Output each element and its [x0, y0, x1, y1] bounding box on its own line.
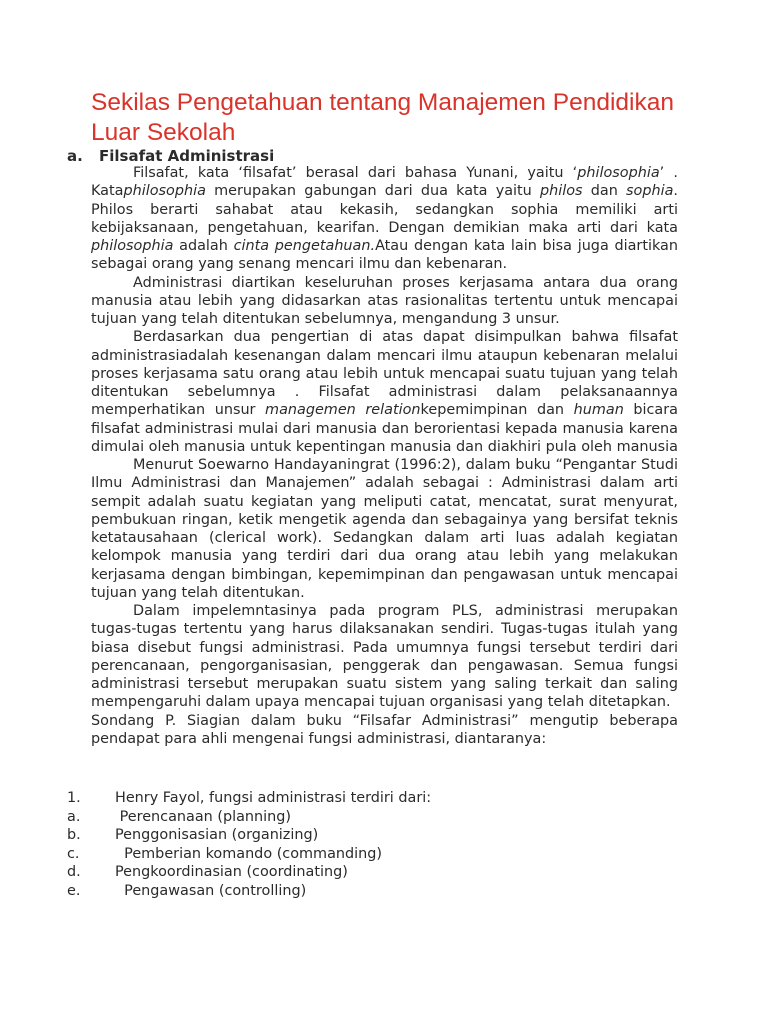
list-marker: 1.: [67, 790, 81, 806]
list-item-text: Pemberian komando (commanding): [115, 845, 383, 862]
list-item-text: Perencanaan (planning): [115, 808, 292, 825]
document-title: Sekilas Pengetahuan tentang Manajemen Pendidikan Luar Sekolah: [91, 89, 674, 146]
list-item-text: Penggonisasian (organizing): [115, 827, 319, 844]
italic-term: philosophia: [123, 183, 206, 200]
text-run: Berdasarkan dua pengertian di atas dapat disimpulkan bahwa filsafat administrasiadalah kesenangan dalam mencari ilmu ataupun kebenaran melalui proses kerjasama satu orang atau lebih untuk mencapai suatu tujuan yang telah ditentukan sebelumnya . Filsafat administrasi dalam pelaksanaannya memperhatikan unsur: [91, 329, 678, 419]
paragraph-siagian: Sondang P. Siagian dalam buku “Filsafar Administrasi” mengutip beberapa pendapat para ahli mengenai fungsi administrasi, diantaranya:: [91, 712, 678, 747]
italic-term: philosophia: [91, 238, 174, 254]
text-run: ’ . Kata: [91, 165, 678, 200]
text-run: dan: [582, 183, 627, 200]
list-item-text: Henry Fayol, fungsi administrasi terdiri dari:: [115, 790, 432, 806]
text-run: Atau dengan kata lain bisa juga diartikan sebagai orang yang senang mencari ilmu dan kebenaran.: [91, 238, 678, 273]
paragraph-administrasi: Administrasi diartikan keseluruhan proses kerjasama antara dua orang manusia atau lebih yang didasarkan atas rasionalitas tertentu untuk mencapai tujuan yang telah ditentukan sebelumnya, mengandung 3 unsur.: [91, 274, 678, 327]
list-item: [67, 863, 431, 882]
text-run: . Philos berarti sahabat atau kekasih, sedangkan sophia memiliki arti kebijaksanaan, pengetahuan, kearifan. Dengan demikian maka arti dari kata: [91, 183, 678, 236]
italic-term: sophia: [626, 183, 674, 200]
list-marker: d.: [67, 864, 81, 881]
italic-term: philos: [540, 183, 583, 200]
list-marker: c.: [67, 845, 80, 862]
list-item: [67, 789, 431, 808]
list-item: [67, 882, 431, 901]
list-marker: b.: [67, 827, 81, 844]
italic-term: philosophia: [577, 165, 660, 181]
section-marker: a.: [67, 147, 83, 165]
list-item: [67, 845, 431, 864]
list-marker: e.: [67, 882, 81, 899]
paragraph-filsafat: [91, 164, 678, 274]
italic-term: human: [573, 402, 624, 419]
italic-term: managemen relation: [265, 402, 421, 419]
text-run: Filsafat, kata ‘filsafat’ berasal dari bahasa Yunani, yaitu ‘: [133, 165, 578, 181]
list-marker: a.: [67, 808, 81, 825]
paragraph-soewarno: Menurut Soewarno Handayaningrat (1996:2), dalam buku “Pengantar Studi Ilmu Administrasi dan Manajemen” adalah sebagai : Administrasi dalam arti sempit adalah suatu kegiatan yang meliputi catat, mencatat, surat menyurat, pembukuan ringan, ketik mengetik agenda dan sebagainya yang bersifat teknis ketatausahaan (clerical work). Sedangkan dalam arti luas adalah kegiatan kelompok manusia yang terdiri dari dua orang atau lebih yang melakukan kerjasama dengan bimbingan, kepemimpinan dan pengawasan untuk mencapai tujuan yang telah ditentukan.: [91, 457, 678, 601]
function-list: [67, 789, 431, 901]
italic-term: cinta pengetahuan.: [233, 238, 376, 254]
list-item: [67, 808, 431, 827]
document-body: [91, 164, 678, 748]
text-run: bicara filsafat administrasi mulai dari manusia dan berorientasi kepada manusia karena dimulai oleh manusia untuk kepentingan manusia dan diakhiri pula oleh manusia: [91, 402, 678, 455]
text-run: adalah: [173, 238, 234, 254]
paragraph-implementasi: Dalam impelemntasinya pada program PLS, administrasi merupakan tugas-tugas tertentu yang harus dilaksanakan sendiri. Tugas-tugas itulah yang biasa disebut fungsi administrasi. Pada umumnya fungsi tersebut terdiri dari perencanaan, pengorganisasian, penggerak dan pengawasan. Semua fungsi administrasi tersebut merupakan suatu sistem yang saling terkait dan saling mempengaruhi dalam upaya mencapai tujuan organisasi yang telah ditetapkan.: [91, 603, 678, 711]
paragraph-kesimpulan: [91, 328, 678, 456]
text-run: merupakan gabungan dari dua kata yaitu: [205, 183, 540, 200]
section-heading-text: Filsafat Administrasi: [99, 147, 275, 165]
list-item: [67, 826, 431, 845]
list-item-text: Pengawasan (controlling): [115, 882, 307, 899]
list-item-text: Pengkoordinasian (coordinating): [115, 864, 348, 881]
text-run: kepemimpinan dan: [420, 402, 574, 419]
